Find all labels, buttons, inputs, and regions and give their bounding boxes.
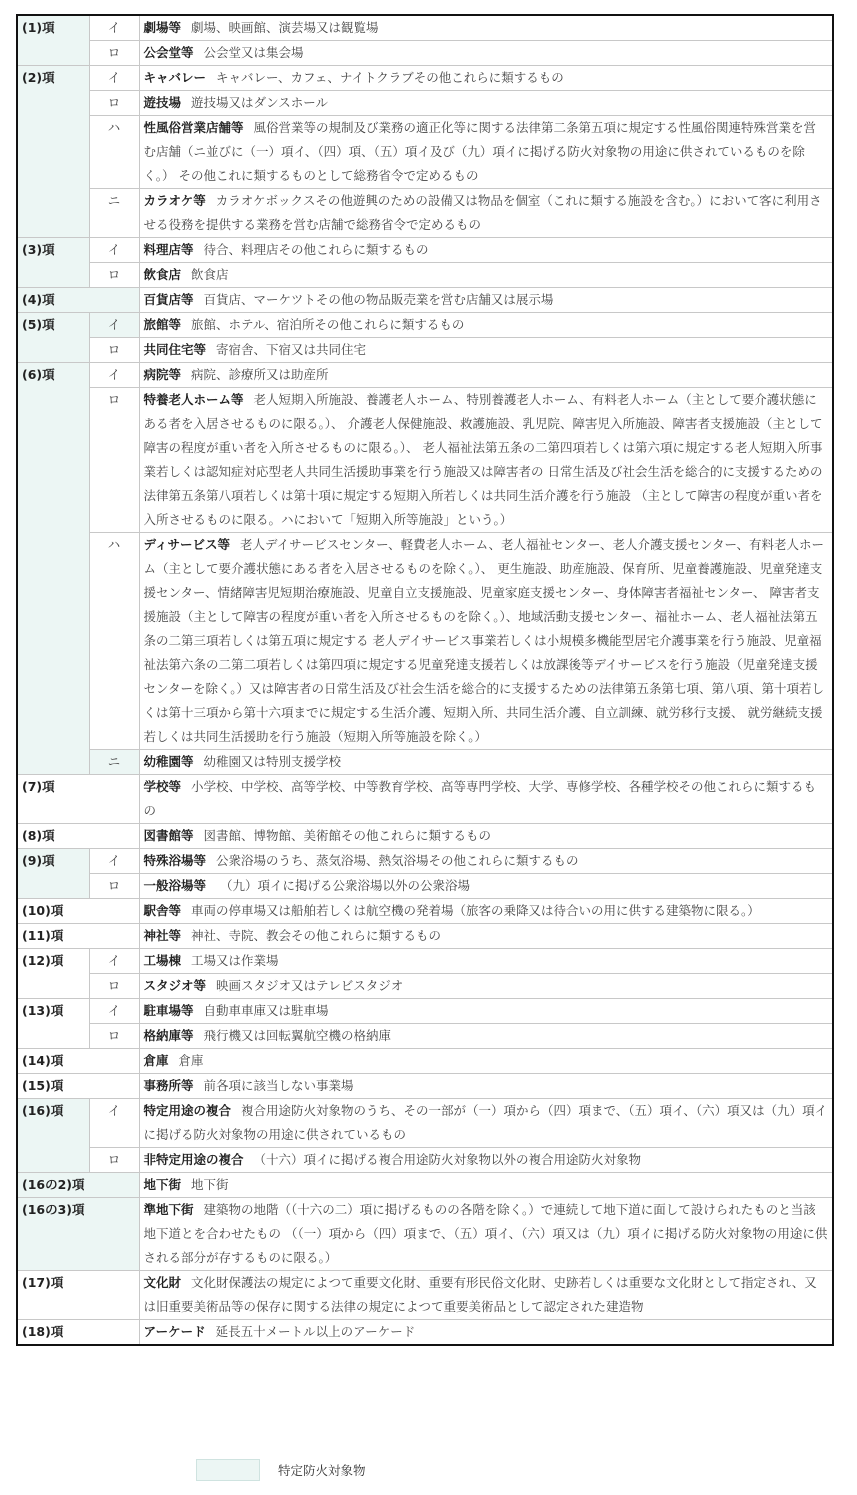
use-description [139, 91, 833, 116]
item-number: (6)項 [17, 363, 89, 775]
table-row [17, 263, 833, 288]
use-description [139, 363, 833, 388]
sub-item: ハ [89, 533, 139, 750]
use-description [139, 999, 833, 1024]
use-name: 性風俗営業店舗等 [143, 120, 244, 135]
use-name: スタジオ等 [143, 978, 207, 993]
use-name: 特養老人ホーム等 [143, 392, 244, 407]
item-number: (16の2)項 [17, 1173, 139, 1198]
use-detail: 遊技場又はダンスホール [191, 95, 329, 110]
use-name: 倉庫 [143, 1053, 169, 1068]
use-description [139, 189, 833, 238]
use-detail: 地下街 [191, 1177, 229, 1192]
use-name: 料理店等 [143, 242, 194, 257]
use-description [139, 1271, 833, 1320]
use-detail: 寄宿舎、下宿又は共同住宅 [216, 342, 367, 357]
use-description [139, 750, 833, 775]
table-row [17, 1271, 833, 1320]
table-row [17, 849, 833, 874]
item-number: (5)項 [17, 313, 89, 363]
use-detail: 複合用途防火対象物のうち、その一部が（一）項から（四）項まで、（五）項イ、（六）項又は（九）項イに掲げる防火対象物の用途に供されているもの [143, 1103, 828, 1142]
use-detail: 工場又は作業場 [191, 953, 279, 968]
use-name: 特殊浴場等 [143, 853, 207, 868]
use-description [139, 1024, 833, 1049]
item-number: (3)項 [17, 238, 89, 288]
use-name: 旅館等 [143, 317, 182, 332]
item-number: (13)項 [17, 999, 89, 1049]
sub-item: イ [89, 999, 139, 1024]
sub-item: ニ [89, 750, 139, 775]
sub-item: ロ [89, 974, 139, 999]
item-number: (2)項 [17, 66, 89, 238]
use-name: ディサービス等 [143, 537, 231, 552]
legend-swatch [196, 1459, 260, 1481]
item-number: (10)項 [17, 899, 139, 924]
use-description [139, 338, 833, 363]
table-row [17, 533, 833, 750]
use-detail: 老人デイサービスセンター、軽費老人ホーム、老人福祉センター、老人介護支援センター、有料老人ホーム（主として要介護状態にある者を入居させるものを除く。）、 更生施設、助産施設、保育所、児童養護施設、児童発達支援センター、情緒障害児短期治療施設、児童自立支援施設、児童家庭支援センター、身体障害者福祉センター、 障害者支援施設（主として障害の程度が重い者を入所させるものを除く。）、地域活動支援センター、福祉ホーム、老人福祉法第五条の二第三項若しくは第五項に規定する 老人デイサービス事業若しくは小規模多機能型居宅介護事業を行う施設、児童福祉法第六条の二第二項若しくは第四項に規定する児童発達支援若しくは放課後等デイサービスを行う施設（児童発達支援センターを除く。）又は障害者の日常生活及び社会生活を総合的に支援するための法律第五条第七項、第八項、第十項若しくは第十三項から第十六項までに規定する生活介護、短期入所、共同生活介護、自立訓練、就労移行支援、 就労継続支援若しくは共同生活援助を行う施設（短期入所等施設を除く。） [143, 537, 825, 744]
use-description [139, 974, 833, 999]
item-number: (17)項 [17, 1271, 139, 1320]
use-detail: 自動車車庫又は駐車場 [203, 1003, 329, 1018]
use-description [139, 288, 833, 313]
table-row [17, 824, 833, 849]
use-name: 格納庫等 [143, 1028, 194, 1043]
table-row [17, 338, 833, 363]
use-name: 共同住宅等 [143, 342, 207, 357]
use-description [139, 949, 833, 974]
item-number: (7)項 [17, 775, 139, 824]
sub-item: イ [89, 313, 139, 338]
item-number: (14)項 [17, 1049, 139, 1074]
use-name: 準地下街 [143, 1202, 194, 1217]
use-description [139, 238, 833, 263]
use-name: 学校等 [143, 779, 182, 794]
table-row [17, 775, 833, 824]
use-name: 百貨店等 [143, 292, 194, 307]
use-description [139, 116, 833, 189]
use-description [139, 1148, 833, 1173]
table-row [17, 91, 833, 116]
table-row [17, 189, 833, 238]
use-name: 駐車場等 [143, 1003, 194, 1018]
use-name: 一般浴場等 [143, 878, 207, 893]
legend [196, 1459, 366, 1481]
use-name: 地下街 [143, 1177, 182, 1192]
table-row [17, 15, 833, 41]
use-description [139, 1173, 833, 1198]
use-detail: 公衆浴場のうち、蒸気浴場、熱気浴場その他これらに類するもの [216, 853, 579, 868]
table-row [17, 116, 833, 189]
use-name: カラオケ等 [143, 193, 206, 208]
table-row [17, 750, 833, 775]
sub-item: ニ [89, 189, 139, 238]
use-detail: 病院、診療所又は助産所 [191, 367, 329, 382]
table-row [17, 41, 833, 66]
table-row [17, 924, 833, 949]
use-detail: 神社、寺院、教会その他これらに類するもの [191, 928, 442, 943]
table-row [17, 974, 833, 999]
use-description [139, 41, 833, 66]
use-description [139, 824, 833, 849]
use-detail: 風俗営業等の規制及び業務の適正化等に関する法律第二条第五項に規定する性風俗関連特殊営業を営む店舗（ニ並びに（一）項イ、（四）項、（五）項イ及び（九）項イに掲げる防火対象物の用途に供されているものを除く。） その他これに類するものとして総務省令で定めるもの [143, 120, 817, 183]
item-number: (15)項 [17, 1074, 139, 1099]
fire-prevention-object-table [16, 14, 834, 1346]
use-description [139, 1049, 833, 1074]
use-detail: （九）項イに掲げる公衆浴場以外の公衆浴場 [216, 878, 470, 893]
item-number: (9)項 [17, 849, 89, 899]
table-row [17, 1099, 833, 1148]
sub-item: イ [89, 363, 139, 388]
use-detail: 公会堂又は集会場 [203, 45, 304, 60]
use-description [139, 263, 833, 288]
sub-item: イ [89, 1099, 139, 1148]
use-detail: キャバレー、カフェ、ナイトクラブその他これらに類するもの [216, 70, 564, 85]
use-detail: 飛行機又は回転翼航空機の格納庫 [203, 1028, 392, 1043]
use-detail: 車両の停車場又は船舶若しくは航空機の発着場（旅客の乗降又は待合いの用に供する建築物に限る。） [191, 903, 760, 918]
table-row [17, 1173, 833, 1198]
sub-item: ハ [89, 116, 139, 189]
table-row [17, 1049, 833, 1074]
table-row [17, 66, 833, 91]
sub-item: ロ [89, 1148, 139, 1173]
use-description [139, 899, 833, 924]
use-detail: 老人短期入所施設、養護老人ホーム、特別養護老人ホーム、有料老人ホーム（主として要介護状態にある者を入居させるものに限る。）、 介護老人保健施設、救護施設、乳児院、障害児入所施設、障害者支援施設（主として障害の程度が重い者を入所させるものに限る。）、 老人福祉法第五条の二第四項若しくは第六項に規定する老人短期入所事業若しくは認知症対応型老人共同生活援助事業を行う施設又は障害者の 日常生活及び社会生活を総合的に支援するための法律第五条第八項若しくは第十項に規定する短期入所若しくは共同生活介護を行う施設 （主として障害の程度が重い者を入所させるものに限る。ハにおいて「短期入所等施設」という。） [143, 392, 823, 527]
use-name: 特定用途の複合 [143, 1103, 232, 1118]
use-detail: 劇場、映画館、演芸場又は観覧場 [191, 20, 379, 35]
table-row [17, 363, 833, 388]
table-row [17, 238, 833, 263]
use-description [139, 924, 833, 949]
legend-label: 特定防火対象物 [278, 1463, 366, 1478]
use-description [139, 849, 833, 874]
table-row [17, 1074, 833, 1099]
use-description [139, 313, 833, 338]
use-description [139, 874, 833, 899]
use-name: 文化財 [143, 1275, 182, 1290]
use-detail: 倉庫 [178, 1053, 204, 1068]
item-number: (11)項 [17, 924, 139, 949]
sub-item: ロ [89, 1024, 139, 1049]
use-name: 劇場等 [143, 20, 182, 35]
table-row [17, 899, 833, 924]
use-detail: 待合、料理店その他これらに類するもの [203, 242, 429, 257]
use-description [139, 1320, 833, 1346]
use-detail: 幼稚園又は特別支援学校 [203, 754, 342, 769]
use-detail: 小学校、中学校、高等学校、中等教育学校、高等専門学校、大学、専修学校、各種学校その他これらに類するもの [143, 779, 817, 818]
table-row [17, 1024, 833, 1049]
use-description [139, 66, 833, 91]
use-description [139, 1198, 833, 1271]
use-name: 飲食店 [143, 267, 182, 282]
sub-item: イ [89, 849, 139, 874]
use-description [139, 388, 833, 533]
item-number: (16)項 [17, 1099, 89, 1173]
sub-item: ロ [89, 388, 139, 533]
use-name: 遊技場 [143, 95, 182, 110]
sub-item: ロ [89, 41, 139, 66]
table-row [17, 1320, 833, 1346]
sub-item: ロ [89, 874, 139, 899]
use-name: 非特定用途の複合 [143, 1152, 244, 1167]
use-name: キャバレー [143, 70, 207, 85]
use-detail: カラオケボックスその他遊興のための設備又は物品を個室（これに類する施設を含む。）において客に利用させる役務を提供する業務を営む店舗で総務省令で定めるもの [143, 193, 822, 232]
use-name: 病院等 [143, 367, 182, 382]
use-detail: 文化財保護法の規定によつて重要文化財、重要有形民俗文化財、史跡若しくは重要な文化財として指定され、又は旧重要美術品等の保存に関する法律の規定によつて重要美術品として認定された建造物 [143, 1275, 817, 1314]
use-detail: 百貨店、マーケツトその他の物品販売業を営む店舗又は展示場 [203, 292, 554, 307]
sub-item: ロ [89, 338, 139, 363]
use-detail: 建築物の地階（（十六の二）項に掲げるものの各階を除く。）で連続して地下道に面して設けられたものと当該地下道とを合わせたもの （（一）項から（四）項まで、（五）項イ、（六）項又は（九）項イに掲げる防火対象物の用途に供される部分が存するものに限る。） [143, 1202, 828, 1265]
use-description [139, 1074, 833, 1099]
use-name: 図書館等 [143, 828, 194, 843]
use-name: 神社等 [143, 928, 182, 943]
use-name: 公会堂等 [143, 45, 194, 60]
table-row [17, 999, 833, 1024]
item-number: (8)項 [17, 824, 139, 849]
sub-item: イ [89, 238, 139, 263]
sub-item: イ [89, 949, 139, 974]
use-description [139, 1099, 833, 1148]
use-detail: （十六）項イに掲げる複合用途防火対象物以外の複合用途防火対象物 [253, 1152, 642, 1167]
item-number: (1)項 [17, 15, 89, 66]
item-number: (18)項 [17, 1320, 139, 1346]
sub-item: イ [89, 15, 139, 41]
use-name: 幼稚園等 [143, 754, 194, 769]
table-row [17, 288, 833, 313]
table-row [17, 874, 833, 899]
sub-item: ロ [89, 91, 139, 116]
use-name: アーケード [143, 1324, 206, 1339]
use-detail: 映画スタジオ又はテレビスタジオ [216, 978, 404, 993]
item-number: (12)項 [17, 949, 89, 999]
sub-item: イ [89, 66, 139, 91]
use-name: 駅舎等 [143, 903, 182, 918]
use-description [139, 533, 833, 750]
item-number: (4)項 [17, 288, 139, 313]
use-detail: 延長五十メートル以上のアーケード [215, 1324, 416, 1339]
table-row [17, 949, 833, 974]
table-row [17, 1148, 833, 1173]
use-description [139, 15, 833, 41]
use-detail: 旅館、ホテル、宿泊所その他これらに類するもの [191, 317, 465, 332]
use-detail: 前各項に該当しない事業場 [203, 1078, 354, 1093]
use-name: 工場棟 [143, 953, 182, 968]
use-detail: 飲食店 [191, 267, 229, 282]
use-description [139, 775, 833, 824]
table-row [17, 1198, 833, 1271]
item-number: (16の3)項 [17, 1198, 139, 1271]
table-row [17, 388, 833, 533]
sub-item: ロ [89, 263, 139, 288]
table-row [17, 313, 833, 338]
use-name: 事務所等 [143, 1078, 194, 1093]
use-detail: 図書館、博物館、美術館その他これらに類するもの [203, 828, 492, 843]
